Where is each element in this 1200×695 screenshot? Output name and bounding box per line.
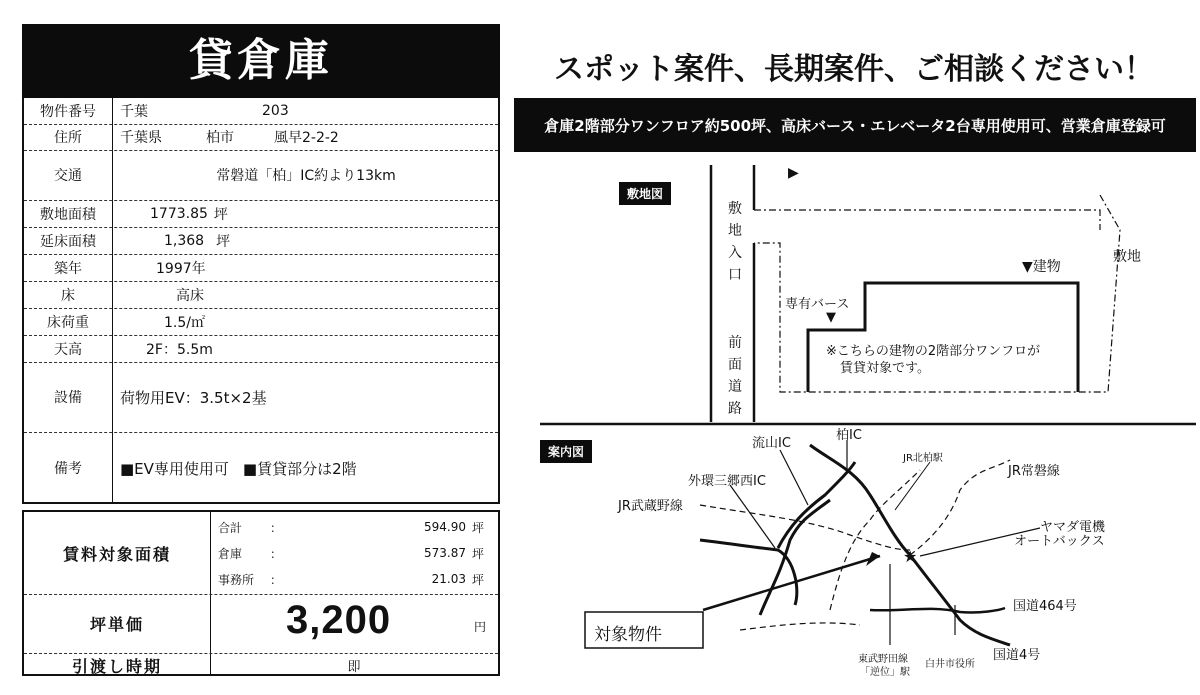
berth-arrow-icon: ▼: [826, 310, 836, 325]
kashiwa-ic-label: 柏IC: [836, 428, 862, 443]
joban-expressway: [778, 462, 855, 548]
jr-musashino-label: JR武蔵野線: [618, 499, 683, 514]
row-label: 築年: [54, 260, 82, 277]
value-remark-floor: ■賃貸部分は2階: [242, 459, 357, 478]
rent-area-label: 賃料対象面積: [62, 544, 171, 564]
value-access: 常磐道「柏」IC約より13km: [216, 168, 396, 184]
lease-note-line2: 賃貸対象です。: [840, 361, 930, 376]
lot-label: 敷地: [1113, 249, 1141, 265]
tobu-noda-line: [830, 470, 920, 610]
site-map-tag: 敷地図: [619, 182, 671, 205]
unit-price-value: 3,200: [286, 598, 392, 642]
value-city: 柏市: [206, 130, 234, 146]
target-star-icon: ★: [903, 547, 918, 566]
joban-line: [910, 460, 1010, 555]
value-land-area: 1773.85: [150, 205, 208, 222]
gaikan-pointer: [730, 485, 775, 548]
entry-arrow-icon: ▶: [788, 165, 799, 181]
front-road-label: 前面道路: [728, 335, 742, 417]
route464-label: 国道464号: [1013, 599, 1077, 614]
area-item-office: 事務所 ： 21.03 坪: [218, 572, 485, 587]
berth-label: 専有バース: [785, 297, 850, 312]
value-prefecture: 千葉県: [120, 130, 162, 146]
route-16: [760, 500, 830, 615]
value-year-built: 1997年: [156, 260, 206, 277]
autobacs-label: オートバックス: [1014, 534, 1105, 549]
nagareyama-ic-label: 流山IC: [752, 436, 791, 451]
nagareyama-pointer: [780, 450, 808, 505]
row-label: 天高: [54, 341, 82, 358]
area-item-total: 合計 ： 594.90 坪: [218, 520, 485, 535]
building-label: ▼建物: [1022, 259, 1061, 275]
value-floor-load: 1.5/㎡: [164, 314, 205, 331]
area-item-warehouse: 倉庫 ： 573.87 坪: [218, 546, 485, 561]
guide-map-tag: 案内図: [540, 440, 592, 463]
value-floor-area: 1,368: [164, 232, 205, 249]
row-label: 交通: [54, 168, 82, 184]
value-number: 203: [262, 103, 289, 119]
tobu-station-line1: 東武野田線: [858, 654, 908, 665]
value-remark-ev: ■EV専用使用可: [120, 459, 229, 478]
value-prefecture-code: 千葉: [120, 104, 148, 120]
row-label: 延床面積: [40, 233, 96, 250]
route4-label: 国道4号: [993, 648, 1041, 663]
value-unit: 坪: [213, 206, 228, 223]
route-4: [810, 445, 1010, 645]
shiroi-city-hall-label: 白井市役所: [925, 659, 975, 670]
row-label: 設備: [54, 390, 82, 406]
value-ceiling-height: 2F：5.5m: [146, 341, 213, 358]
row-label: 敷地面積: [40, 206, 96, 223]
lease-note-line1: ※こちらの建物の2階部分ワンフロが: [826, 344, 1041, 359]
value-street: 風早2-2-2: [274, 130, 339, 146]
row-label: 備考: [54, 461, 82, 477]
jr-kitakashiwa-label: JR北柏駅: [903, 453, 943, 464]
site-entrance-label: 敷地入口: [728, 201, 742, 283]
row-label: 住所: [54, 130, 82, 146]
gaikan-ic-label: 外環三郷西IC: [688, 474, 766, 489]
jr-joban-label: JR常磐線: [1008, 464, 1060, 479]
row-label: 床: [61, 287, 75, 304]
value-equipment: 荷物用EV：3.5t×2基: [120, 388, 267, 407]
yamada-label: ヤマダ電機: [1040, 520, 1106, 535]
tobu-station-line2: 「逆位」駅: [860, 667, 910, 678]
lot-boundary-top: [754, 210, 1100, 230]
headline: スポット案件、長期案件、ご相談ください！: [554, 52, 1154, 87]
row-label: 物件番号: [40, 104, 96, 120]
property-type-title: 貸倉庫: [22, 24, 500, 98]
value-floor-type: 高床: [176, 287, 204, 304]
kitakashiwa-pointer: [895, 462, 930, 510]
feature-banner: 倉庫2階部分ワンフロア約500坪、高床バース・エレベータ2台専用使用可、営業倉庫登録可: [514, 98, 1196, 152]
target-property-label: 対象物件: [594, 625, 662, 645]
value-unit: 坪: [216, 233, 231, 250]
local-rail: [740, 623, 860, 630]
unit-price-currency: 円: [474, 620, 487, 634]
handover-value: 即: [347, 659, 361, 675]
row-label: 床荷重: [47, 314, 89, 331]
handover-label: 引渡し時期: [71, 656, 162, 676]
unit-price-label: 坪単価: [89, 615, 144, 634]
